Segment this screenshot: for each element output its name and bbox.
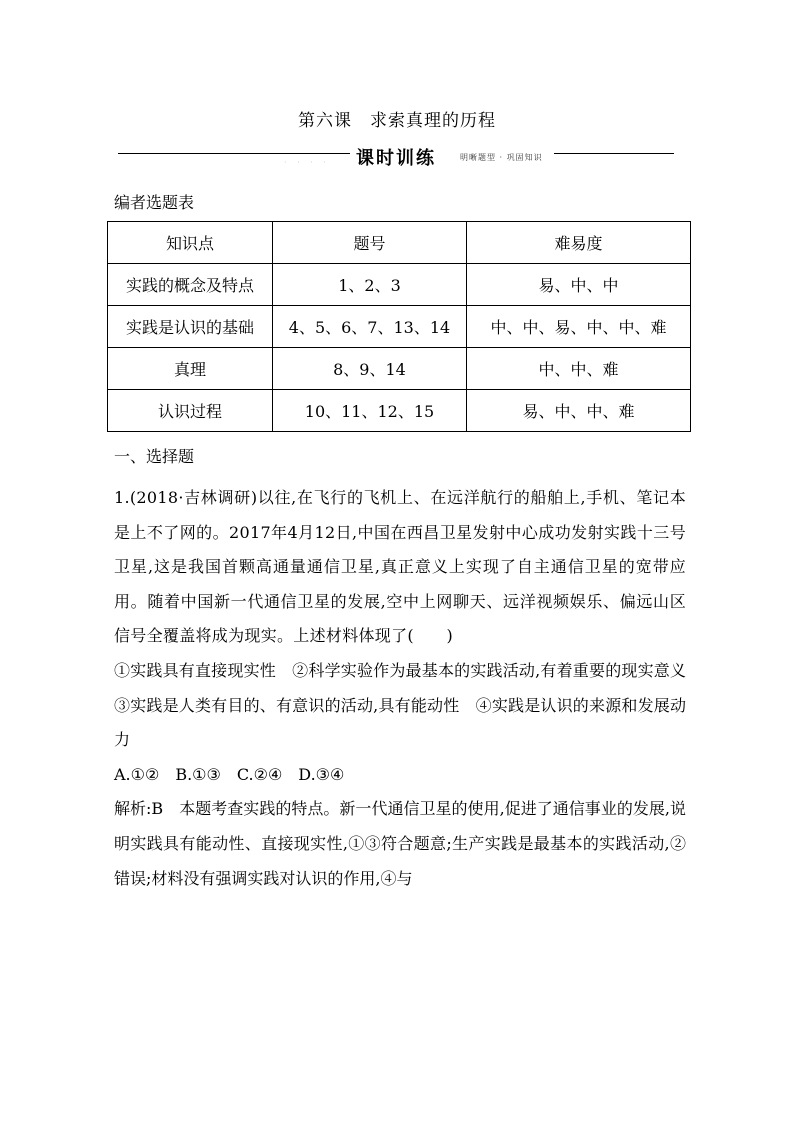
table-header-cell: 难易度 bbox=[467, 222, 691, 264]
section-heading: 一、选择题 bbox=[114, 447, 195, 466]
table-cell: 真理 bbox=[108, 348, 273, 390]
page-title: 第六课 求索真理的历程 bbox=[298, 111, 496, 131]
table-cell: 10、11、12、15 bbox=[273, 390, 467, 432]
question-stem: 1.(2018·吉林调研)以往,在飞行的飞机上、在远洋航行的船舶上,手机、笔记本是上不了网的。2017年4月12日,中国在西昌卫星发射中心成功发射实践十三号卫星,这是我国首颗高通量通信卫星,真正意义上实现了自主通信卫星的宽带应用。随着中国新一代通信卫星的发展,空中上网聊天、远洋视频娱乐、偏远山区信号全覆盖将成为现实。上述材料体现了( ) bbox=[114, 488, 686, 646]
banner-decoration: · · · · bbox=[284, 158, 330, 167]
question-options: A.①② B.①③ C.②④ D.③④ bbox=[114, 764, 345, 784]
table-cell: 实践是认识的基础 bbox=[108, 306, 273, 348]
table-cell: 实践的概念及特点 bbox=[108, 264, 273, 306]
section-banner bbox=[118, 144, 674, 168]
table-row bbox=[108, 348, 691, 390]
table-cell: 8、9、14 bbox=[273, 348, 467, 390]
banner-subtitle: 明晰题型 · 巩固知识 bbox=[460, 153, 543, 162]
banner-right-rule bbox=[554, 153, 674, 154]
banner-label: 课时训练 bbox=[356, 148, 436, 169]
table-row bbox=[108, 390, 691, 432]
table-row bbox=[108, 264, 691, 306]
question-analysis: 解析:B 本题考查实践的特点。新一代通信卫星的使用,促进了通信事业的发展,说明实践具有能动性、直接现实性,①③符合题意;生产实践是最基本的实践活动,②错误;材料没有强调实践对认识的作用,④与 bbox=[114, 799, 686, 888]
table-cell: 易、中、中 bbox=[467, 264, 691, 306]
table-header-cell: 题号 bbox=[273, 222, 467, 264]
table-caption: 编者选题表 bbox=[114, 193, 195, 212]
table-row bbox=[108, 306, 691, 348]
banner-left-rule bbox=[118, 153, 350, 154]
topic-selection-table bbox=[107, 221, 691, 432]
table-header-cell: 知识点 bbox=[108, 222, 273, 264]
table-cell: 1、2、3 bbox=[273, 264, 467, 306]
question-statements: ①实践具有直接现实性 ②科学实验作为最基本的实践活动,有着重要的现实意义 ③实践是人类有目的、有意识的活动,具有能动性 ④实践是认识的来源和发展动力 bbox=[114, 660, 703, 750]
question-block bbox=[114, 481, 703, 896]
table-cell: 4、5、6、7、13、14 bbox=[273, 306, 467, 348]
table-cell: 中、中、易、中、中、难 bbox=[467, 306, 691, 348]
table-cell: 中、中、难 bbox=[467, 348, 691, 390]
table-cell: 易、中、中、难 bbox=[467, 390, 691, 432]
table-cell: 认识过程 bbox=[108, 390, 273, 432]
table-header-row bbox=[108, 222, 691, 264]
